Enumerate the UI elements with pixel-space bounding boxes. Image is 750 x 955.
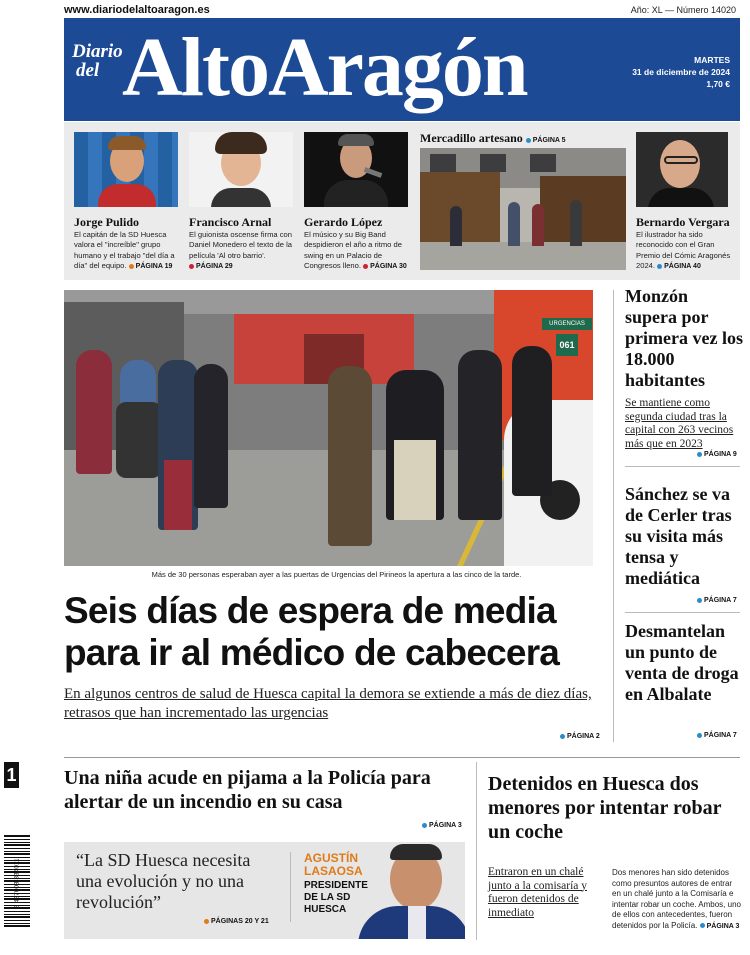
section-divider xyxy=(64,757,740,758)
teaser-photo-pulido xyxy=(74,132,178,207)
quote-name: AGUSTÍN LASAOSA xyxy=(304,851,363,878)
main-photo: URGENCIAS 061 xyxy=(64,290,593,566)
quote-text: “La SD Huesca necesita una evolución y no una revolución” xyxy=(76,850,251,912)
teaser-photo-mercadillo xyxy=(420,148,626,270)
page-dot-icon xyxy=(422,823,427,828)
page-dot-icon xyxy=(697,733,702,738)
page-dot-icon xyxy=(363,264,368,269)
quote-box[interactable] xyxy=(64,842,465,939)
side-story-sanchez[interactable]: Sánchez se va de Cerler tras su visita más tensa y mediática xyxy=(625,484,732,588)
bottom-right-sub: Entraron en un chalé junto a la comisaría y fueron detenidos de inmediato xyxy=(488,866,587,919)
teaser-photo-arnal xyxy=(189,132,293,207)
bottom-right-headline[interactable]: Detenidos en Huesca dos menores por intentar robar un coche xyxy=(488,773,722,843)
side-story-monzon[interactable]: Monzón supera por primera vez los 18.000 habitantes Se mantiene como segunda ciudad tras la capital con 263 vecinos más que en 2023 xyxy=(625,286,743,450)
column-divider xyxy=(476,762,477,940)
masthead xyxy=(64,18,740,121)
page-dot-icon xyxy=(700,923,705,928)
side-page-ref-1[interactable]: PÁGINA 9 xyxy=(697,451,737,458)
teaser-photo-vergara xyxy=(636,132,728,207)
page-dot-icon xyxy=(657,264,662,269)
teaser-pulido[interactable]: Jorge Pulido El capitán de la SD Huesca valora el "increíble" grupo humano y el trabajo "del día a día" del equipo. PÁGINA 19 xyxy=(74,215,175,271)
main-subhead: En algunos centros de salud de Huesca capital la demora se extiende a más de diez días, retrasos que han incrementado las urgencias xyxy=(64,686,592,721)
divider xyxy=(625,466,740,467)
divider xyxy=(625,612,740,613)
page-dot-icon xyxy=(560,734,565,739)
page-dot-icon xyxy=(204,919,209,924)
divider xyxy=(290,852,291,922)
teaser-lopez[interactable]: Gerardo López El músico y su Big Band despidieron el año a ritmo de swing en un Palacio de Congresos lleno. PÁGINA 30 xyxy=(304,215,407,271)
quote-role: PRESIDENTE DE LA SD HUESCA xyxy=(304,880,368,915)
site-url: www.diariodelaltoaragon.es xyxy=(64,4,210,16)
main-headline[interactable]: Seis días de espera de media para ir al médico de cabecera xyxy=(64,590,560,673)
page-dot-icon xyxy=(697,452,702,457)
main-page-ref[interactable]: PÁGINA 2 xyxy=(560,733,600,740)
teaser-mercadillo[interactable]: Mercadillo artesano PÁGINA 5 xyxy=(420,131,566,145)
edition-number: 1 xyxy=(4,762,19,788)
page-dot-icon xyxy=(129,264,134,269)
column-divider xyxy=(613,290,614,742)
bottom-left-page-ref[interactable]: PÁGINA 3 xyxy=(422,822,462,829)
masthead-date: MARTES 31 de diciembre de 2024 1,70 € xyxy=(632,55,730,89)
page-dot-icon xyxy=(697,598,702,603)
page-dot-icon xyxy=(189,264,194,269)
side-story-albalate[interactable]: Desmantelan un punto de venta de droga en Albalate xyxy=(625,621,739,704)
side-page-ref-2[interactable]: PÁGINA 7 xyxy=(697,597,737,604)
bottom-right-body: Dos menores han sido detenidos como presuntos autores de entrar en un chalé junto a la Comisaría e intentar robar un coche. Ambos, uno de ellos con antecedentes, fueron detenidos por la Policía. PÁGINA 3 xyxy=(612,868,741,930)
teaser-vergara[interactable]: Bernardo Vergara El ilustrador ha sido reconocido con el Gran Premio del Cómic Aragonés 2024. PÁGINA 40 xyxy=(636,215,731,271)
main-photo-caption: Más de 30 personas esperaban ayer a las puertas de Urgencias del Pirineos la apertura a las cinco de la tarde. xyxy=(151,570,522,579)
page-dot-icon xyxy=(526,138,531,143)
quote-page-ref[interactable]: PÁGINAS 20 Y 21 xyxy=(204,918,269,925)
masthead-prefix: Diario del xyxy=(72,41,123,81)
lasaosa-photo xyxy=(350,842,465,939)
side-page-ref-3[interactable]: PÁGINA 7 xyxy=(697,732,737,739)
teaser-arnal[interactable]: Francisco Arnal El guionista oscense firma con Daniel Monedero el texto de la película 'Al otro barrio'. PÁGINA 29 xyxy=(189,215,293,271)
barcode-number: 8 437008 334011 xyxy=(13,858,21,909)
masthead-title: AltoAragón xyxy=(122,21,527,114)
teaser-photo-lopez xyxy=(304,132,408,207)
issue-number: Año: XL — Número 14020 xyxy=(630,5,736,15)
bottom-left-headline[interactable]: Una niña acude en pijama a la Policía para alertar de un incendio en su casa xyxy=(64,767,431,813)
